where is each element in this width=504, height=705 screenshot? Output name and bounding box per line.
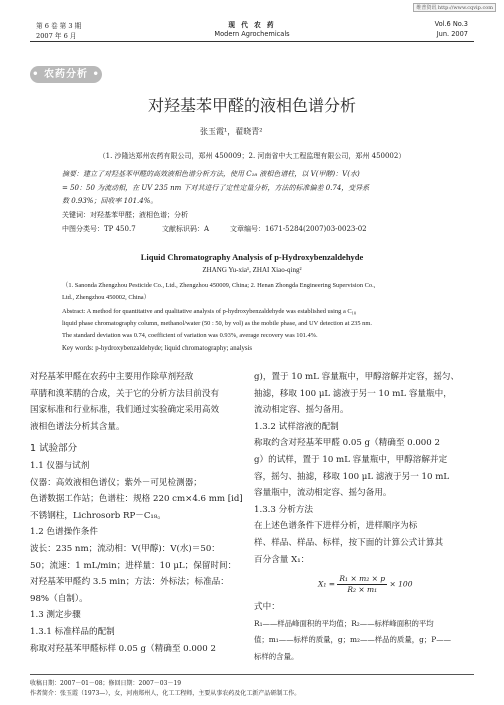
paragraph-line: 式中： — [254, 602, 280, 613]
document-code: 文献标识码：A — [162, 225, 210, 233]
article-title-en: Liquid Chromatography Analysis of p-Hydroxybenzaldehyde — [140, 252, 364, 262]
formula-numerator: R₁ × m₂ × p — [339, 574, 386, 584]
clc-number: 中图分类号：TP 450.7 — [62, 225, 136, 233]
paragraph-line: 对羟基苯甲醛约 3.5 min；方法：外标法；标准品： — [30, 577, 229, 588]
affil-en-line: （1. Sanonda Zhengzhou Pesticide Co., Ltd., Zhengzhou 450009, China; 2. Henan Zhongda Engineering Supervision Co., — [62, 282, 376, 289]
affiliations-en — [62, 280, 375, 303]
keywords-en: Key words: p-hydroxybenzaldehyde; liquid chromatography; analysis — [62, 345, 253, 352]
right-column — [254, 369, 478, 666]
subsubsection-heading: 1.3.2 试样溶液的配制 — [254, 421, 339, 432]
header-volume-issue-cn: 第 6 卷 第 3 期 — [36, 22, 82, 30]
subsection-heading: 1.2 色谱操作条件 — [30, 527, 98, 538]
abstract-en-line: Abstract: A method for quantitative and qualitative analysis of p-hydroxybenzaldehyde was established using a C₁₈ — [62, 308, 357, 315]
paragraph-line: 称取对羟基苯甲醛标样 0.05 g（精确至 0.000 2 — [30, 643, 216, 654]
paragraph-line: 50；流速：1 mL/min；进样量：10 μL；保留时间： — [30, 560, 237, 571]
abstract-cn-line: 数 0.93%；回收率 101.4%。 — [62, 197, 158, 205]
formula-fraction — [337, 574, 387, 595]
paragraph-line: 值；m₁——标样的质量，g；m₂——样品的质量，g；P—— — [254, 635, 451, 645]
abstract-cn — [62, 168, 369, 209]
paragraph-line: 标样的含量。 — [254, 651, 299, 661]
header-rule — [30, 41, 474, 42]
abstract-en — [62, 306, 372, 341]
paragraph-line: 色谱数据工作站；色谱柱：规格 220 cm×4.6 mm [id] — [30, 494, 243, 505]
affiliations-cn: （1. 沙隆达郑州农药有限公司，郑州 450009；2. 河南省中大工程监理有限公司，郑州 450002） — [98, 152, 406, 160]
abstract-en-line: liquid phase chromatography column, methanol/water (50 : 50, by vol) as the mobile phase, and UV detection at 235 nm. — [62, 319, 372, 327]
formula-denominator: R₂ × m₁ — [347, 585, 378, 595]
article-number: 文章编号：1671-5284(2007)03-0023-02 — [230, 225, 367, 233]
header-date-en: Jun. 2007 — [436, 30, 468, 38]
journal-name-cn: 现 代 农 药 — [228, 21, 276, 29]
author-bio: 作者简介：张玉霞（1973—），女，河南郑州人，化工工程师，主要从事农药及化工新产品研制工作。 — [30, 690, 301, 697]
header-date-cn: 2007 年 6 月 — [36, 32, 77, 40]
paragraph-line: 流动相定容、摇匀备用。 — [254, 405, 349, 416]
abstract-cn-line: 摘要：建立了对羟基苯甲醛的高效液相色谱分析方法，使用 C₁₈ 液相色谱柱，以 V(甲醇)：V(水) — [62, 170, 360, 178]
formula-rhs: × 100 — [389, 579, 413, 589]
paragraph-line: 容，摇匀、抽滤，移取 100 μL 滤液于另一 10 mL — [254, 471, 450, 482]
subsection-heading: 1.3 测定步骤 — [30, 610, 81, 621]
paragraph-line: 对羟基苯甲醛在农药中主要用作除草剂羟敌 — [30, 372, 194, 382]
watermark: 维普资讯 http://www.cqvip.com — [413, 3, 496, 12]
paragraph-line: 百分含量 X₁： — [254, 554, 310, 565]
paragraph-line: 液相色谱法分析其含量。 — [30, 421, 125, 432]
section-badge: • 农药分析 • — [30, 66, 102, 83]
paragraph-line: g)，置于 10 mL 容量瓶中，甲醇溶解并定容，摇匀、 — [254, 372, 460, 382]
paragraph-line: 仪器：高效液相色谱仪；紫外－可见检测器； — [30, 477, 202, 488]
abstract-cn-line: = 50：50 为流动相，在 UV 235 nm 下对其进行了定性定量分析，方法的标准偏差 0.74，变异系 — [62, 183, 370, 192]
paragraph-line: 容量瓶中，流动相定容、摇匀备用。 — [254, 488, 392, 499]
paragraph-line: 称取约含对羟基苯甲醛 0.05 g（精确至 0.000 2 — [254, 438, 440, 449]
subsubsection-heading: 1.3.1 标准样品的配制 — [30, 626, 115, 637]
paragraph-line: 在上述色谱条件下进样分析，进样顺序为标 — [254, 521, 418, 532]
paragraph-line: 样、样品、样品、标样，按下面的计算公式计算其 — [254, 537, 444, 548]
keywords-cn: 关键词：对羟基苯甲醛；液相色谱；分析 — [62, 211, 188, 219]
paragraph-line: 草腈和溴苯腈的合成，关于它的分析方法目前没有 — [30, 388, 220, 399]
formula-lhs: X₁ = — [318, 579, 336, 589]
journal-name-en: Modern Agrochemicals — [214, 30, 290, 38]
paragraph-line: g）的试样，置于 10 mL 容量瓶中，甲醇溶解并定 — [254, 454, 448, 465]
received-dates: 收稿日期：2007－01－08；修回日期：2007－03－19 — [30, 680, 182, 687]
paragraph-line: 国家标准和行业标准，我们通过实验确定采用高效 — [30, 405, 220, 416]
authors-cn: 张玉霞¹，翟晓青² — [200, 127, 263, 136]
left-column — [30, 369, 244, 657]
paragraph-line: R₁——样品峰面积的平均值；R₂——标样峰面积的平均 — [254, 618, 434, 628]
formula — [318, 574, 478, 595]
paragraph-line: 抽滤，移取 100 μL 滤液于另一 10 mL 容量瓶中， — [254, 388, 452, 399]
affil-en-line: Ltd., Zhengzhou 450002, China） — [62, 293, 151, 301]
header-volume-issue-en: Vol.6 No.3 — [434, 20, 468, 28]
abstract-en-line: The standard deviation was 0.74, coefficient of variation was 0.93%, average recovery was 101.4%. — [62, 331, 318, 339]
authors-en: ZHANG Yu-xia¹, ZHAI Xiao-qing² — [202, 266, 302, 274]
article-title-cn: 对羟基苯甲醛的液相色谱分析 — [147, 96, 356, 115]
paragraph-line: 波长：235 nm；流动相：V(甲醇)：V(水)＝50： — [30, 543, 220, 554]
subsubsection-heading: 1.3.3 分析方法 — [254, 504, 313, 515]
section-heading: 1 试验部分 — [30, 443, 78, 455]
footer-rule — [30, 674, 474, 675]
subsection-heading: 1.1 仪器与试剂 — [30, 460, 90, 471]
paragraph-line: 98%（自制）。 — [30, 593, 88, 604]
paragraph-line: 不锈钢柱，Lichrosorb RP－C₁₈。 — [30, 510, 166, 521]
